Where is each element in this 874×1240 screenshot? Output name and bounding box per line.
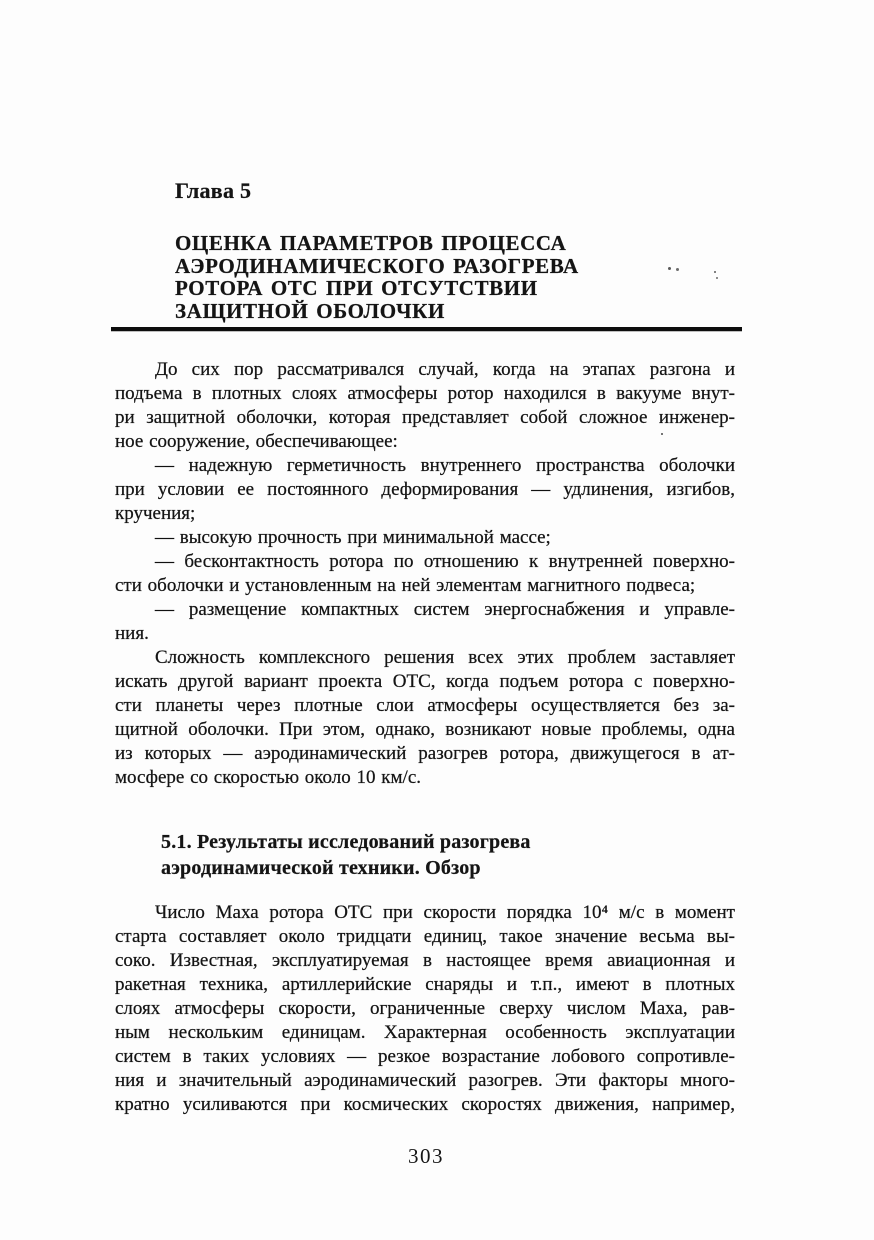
- text-line: сти оболочки и установленным на ней элементам магнитного подвеса;: [115, 575, 696, 596]
- scan-artifact: [661, 433, 663, 435]
- text-line: ри защитной оболочки, которая представляет собой сложное инженер-: [115, 407, 735, 428]
- section-heading: [161, 829, 721, 881]
- title-divider: [111, 327, 742, 331]
- title-line: ЗАЩИТНОЙ ОБОЛОЧКИ: [175, 298, 445, 323]
- text-line: сти планеты через плотные слои атмосферы осуществляется без за-: [115, 695, 735, 716]
- text-line: щитной оболочки. При этом, однако, возникают новые проблемы, одна: [115, 719, 735, 740]
- text-line: мосфере со скоростью около 10 км/с.: [115, 767, 422, 788]
- text-line: До сих пор рассматривался случай, когда на этапах разгона и: [155, 359, 735, 380]
- text-line: при условии ее постоянного деформирования — удлинения, изгибов,: [115, 479, 735, 500]
- text-line: ракетная техника, артиллерийские снаряды и т.п., имеют в плотных: [115, 974, 735, 995]
- text-line: подъема в плотных слоях атмосферы ротор находился в вакууме внут-: [115, 383, 735, 404]
- text-line: слоях атмосферы скорости, ограниченные сверху числом Маха, рав-: [115, 998, 735, 1019]
- text-line: Число Маха ротора ОТС при скорости порядка 10⁴ м/с в момент: [155, 902, 735, 923]
- chapter-label: Глава 5: [175, 178, 252, 203]
- text-line: искать другой вариант проекта ОТС, когда подъем ротора с поверхно-: [115, 671, 735, 692]
- intro-text: [115, 358, 735, 790]
- page-number: 303: [408, 1144, 444, 1168]
- chapter-title: [175, 232, 755, 322]
- text-line: Сложность комплексного решения всех этих проблем заставляет: [155, 647, 735, 668]
- text-line: ния и значительный аэродинамический разогрев. Эти факторы много-: [115, 1070, 735, 1091]
- section-heading-line: 5.1. Результаты исследований разогрева: [161, 831, 531, 853]
- title-line: АЭРОДИНАМИЧЕСКОГО РАЗОГРЕВА: [175, 253, 579, 278]
- text-line: кратно усиливаются при космических скоростях движения, например,: [115, 1094, 735, 1115]
- title-line: РОТОРА ОТС ПРИ ОТСУТСТВИИ: [175, 276, 538, 300]
- text-line: из которых — аэродинамический разогрев ротора, движущегося в ат-: [115, 743, 735, 764]
- text-line: систем в таких условиях — резкое возрастание лобового сопротивле-: [115, 1046, 735, 1067]
- text-line: ным нескольким единицам. Характерная особенность эксплуатации: [115, 1022, 735, 1043]
- text-line: — размещение компактных систем энергоснабжения и управле-: [155, 599, 735, 620]
- text-line: ния.: [115, 623, 149, 644]
- scan-artifact: [668, 267, 671, 270]
- section-text: [115, 901, 735, 1117]
- title-line: ОЦЕНКА ПАРАМЕТРОВ ПРОЦЕССА: [175, 231, 567, 255]
- text-line: кручения;: [115, 503, 196, 524]
- text-line: — надежную герметичность внутреннего пространства оболочки: [155, 455, 735, 476]
- text-line: — бесконтактность ротора по отношению к внутренней поверхно-: [155, 551, 735, 572]
- text-line: — высокую прочность при минимальной массе;: [155, 527, 551, 548]
- text-line: старта составляет около тридцати единиц, такое значение весьма вы-: [115, 926, 735, 947]
- scan-artifact: [714, 271, 716, 273]
- text-line: ное сооружение, обеспечивающее:: [115, 431, 398, 452]
- section-heading-line: аэродинамической техники. Обзор: [161, 857, 481, 879]
- text-line: соко. Известная, эксплуатируемая в настоящее время авиационная и: [115, 950, 735, 971]
